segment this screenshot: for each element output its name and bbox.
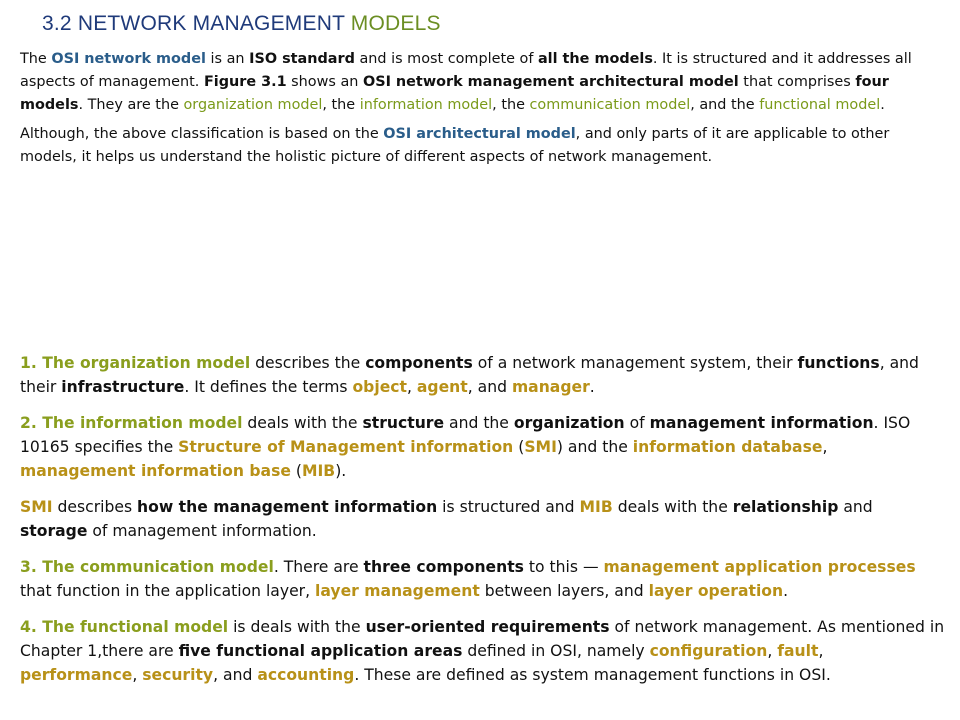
text-segment: Although, the above classification is based on the bbox=[20, 126, 384, 142]
text-segment: configuration bbox=[649, 642, 768, 660]
text-segment: defined in OSI, namely bbox=[462, 642, 650, 660]
title-text: 3.2 NETWORK MANAGEMENT bbox=[42, 12, 351, 35]
text-segment: accounting bbox=[257, 666, 355, 684]
text-segment: 2. The information model bbox=[20, 414, 243, 432]
text-segment: user-oriented requirements bbox=[365, 618, 610, 636]
text-segment: how the management information bbox=[137, 498, 438, 516]
text-segment: , bbox=[406, 378, 417, 396]
text-segment: ISO standard bbox=[249, 51, 355, 67]
text-segment: , bbox=[818, 642, 824, 660]
text-segment: ( bbox=[290, 462, 302, 480]
text-segment: deals with the bbox=[612, 498, 733, 516]
text-segment: ). bbox=[335, 462, 347, 480]
text-segment: Structure of Management information bbox=[178, 438, 514, 456]
text-segment: , and bbox=[467, 378, 512, 396]
text-segment: . ISO 10165 specifies the bbox=[20, 414, 911, 456]
text-segment: manager bbox=[511, 378, 590, 396]
paragraph-osi-intro bbox=[20, 48, 945, 117]
text-segment: , bbox=[767, 642, 778, 660]
page-title bbox=[42, 12, 441, 36]
text-segment: layer management bbox=[315, 582, 480, 600]
text-segment: all the models bbox=[537, 51, 653, 67]
text-segment: is deals with the bbox=[228, 618, 366, 636]
text-segment: shows an bbox=[286, 74, 363, 90]
text-segment: is structured and bbox=[437, 498, 580, 516]
text-segment: . bbox=[783, 582, 789, 600]
text-segment: 4. The functional model bbox=[20, 618, 229, 636]
text-segment: functions bbox=[797, 354, 880, 372]
text-segment: of a network management system, their bbox=[472, 354, 798, 372]
text-segment: structure bbox=[362, 414, 445, 432]
text-segment: information database bbox=[632, 438, 823, 456]
paragraph-communication-model bbox=[20, 555, 945, 603]
text-segment: . There are bbox=[273, 558, 364, 576]
text-segment: , bbox=[822, 438, 828, 456]
text-segment: to this — bbox=[523, 558, 604, 576]
text-segment: ( bbox=[513, 438, 525, 456]
text-segment: OSI network management architectural model bbox=[362, 74, 739, 90]
text-segment: that comprises bbox=[738, 74, 856, 90]
text-segment: . bbox=[589, 378, 595, 396]
text-segment: 3. The communication model bbox=[20, 558, 274, 576]
text-segment: agent bbox=[416, 378, 468, 396]
text-segment: , and bbox=[213, 666, 258, 684]
text-segment: is an bbox=[205, 51, 250, 67]
text-segment: management information bbox=[649, 414, 874, 432]
paragraph-functional-model bbox=[20, 615, 945, 687]
text-segment: communication model bbox=[529, 97, 691, 113]
text-segment: of management information. bbox=[87, 522, 317, 540]
text-segment: MIB bbox=[579, 498, 613, 516]
text-segment: four models bbox=[20, 74, 889, 113]
text-segment: that function in the application layer, bbox=[20, 582, 316, 600]
text-segment: organization model bbox=[183, 97, 323, 113]
text-segment: . bbox=[880, 97, 885, 113]
text-segment: information model bbox=[359, 97, 493, 113]
text-segment: , the bbox=[322, 97, 360, 113]
text-segment: OSI architectural model bbox=[383, 126, 576, 142]
text-segment: , and their bbox=[20, 354, 919, 396]
text-segment: object bbox=[352, 378, 407, 396]
text-segment: infrastructure bbox=[61, 378, 185, 396]
text-segment: deals with the bbox=[242, 414, 363, 432]
paragraph-information-model bbox=[20, 411, 945, 483]
text-segment: The bbox=[20, 51, 52, 67]
text-segment: . They are the bbox=[78, 97, 184, 113]
text-segment: Figure 3.1 bbox=[203, 74, 287, 90]
paragraph-classification bbox=[20, 123, 945, 169]
text-segment: of network management. As mentioned in Chapter 1,there are bbox=[20, 618, 945, 660]
text-segment: describes bbox=[52, 498, 138, 516]
title-highlight: MODELS bbox=[350, 12, 441, 35]
text-segment: security bbox=[142, 666, 214, 684]
text-segment: and is most complete of bbox=[354, 51, 538, 67]
text-segment: . It is structured and it addresses all aspects of management. bbox=[20, 51, 912, 90]
text-segment: management application processes bbox=[603, 558, 916, 576]
text-segment: , and the bbox=[690, 97, 760, 113]
text-segment: fault bbox=[777, 642, 819, 660]
text-segment: 1. The organization model bbox=[20, 354, 251, 372]
text-segment: ) and the bbox=[556, 438, 633, 456]
text-segment: SMI bbox=[524, 438, 557, 456]
paragraph-organization-model bbox=[20, 351, 945, 399]
text-segment: performance bbox=[20, 666, 133, 684]
text-segment: MIB bbox=[301, 462, 336, 480]
text-segment: , bbox=[132, 666, 143, 684]
text-segment: relationship bbox=[732, 498, 839, 516]
text-segment: management information base bbox=[20, 462, 291, 480]
text-segment: . These are defined as system management functions in OSI. bbox=[354, 666, 831, 684]
text-segment: describes the bbox=[250, 354, 366, 372]
text-segment: five functional application areas bbox=[178, 642, 463, 660]
paragraph-smi-mib bbox=[20, 495, 945, 543]
text-segment: components bbox=[365, 354, 473, 372]
text-segment: functional model bbox=[759, 97, 881, 113]
text-segment: , the bbox=[492, 97, 530, 113]
text-segment: of bbox=[624, 414, 650, 432]
text-segment: SMI bbox=[20, 498, 53, 516]
text-segment: OSI network model bbox=[51, 51, 206, 67]
text-segment: and the bbox=[444, 414, 514, 432]
text-segment: storage bbox=[20, 522, 88, 540]
text-segment: between layers, and bbox=[479, 582, 649, 600]
text-segment: organization bbox=[513, 414, 625, 432]
text-segment: layer operation bbox=[648, 582, 784, 600]
text-segment: and bbox=[838, 498, 873, 516]
text-segment: , and only parts of it are applicable to other models, it helps us understand the holistic picture of different aspects of network management. bbox=[20, 126, 890, 165]
text-segment: . It defines the terms bbox=[184, 378, 353, 396]
text-segment: three components bbox=[363, 558, 524, 576]
